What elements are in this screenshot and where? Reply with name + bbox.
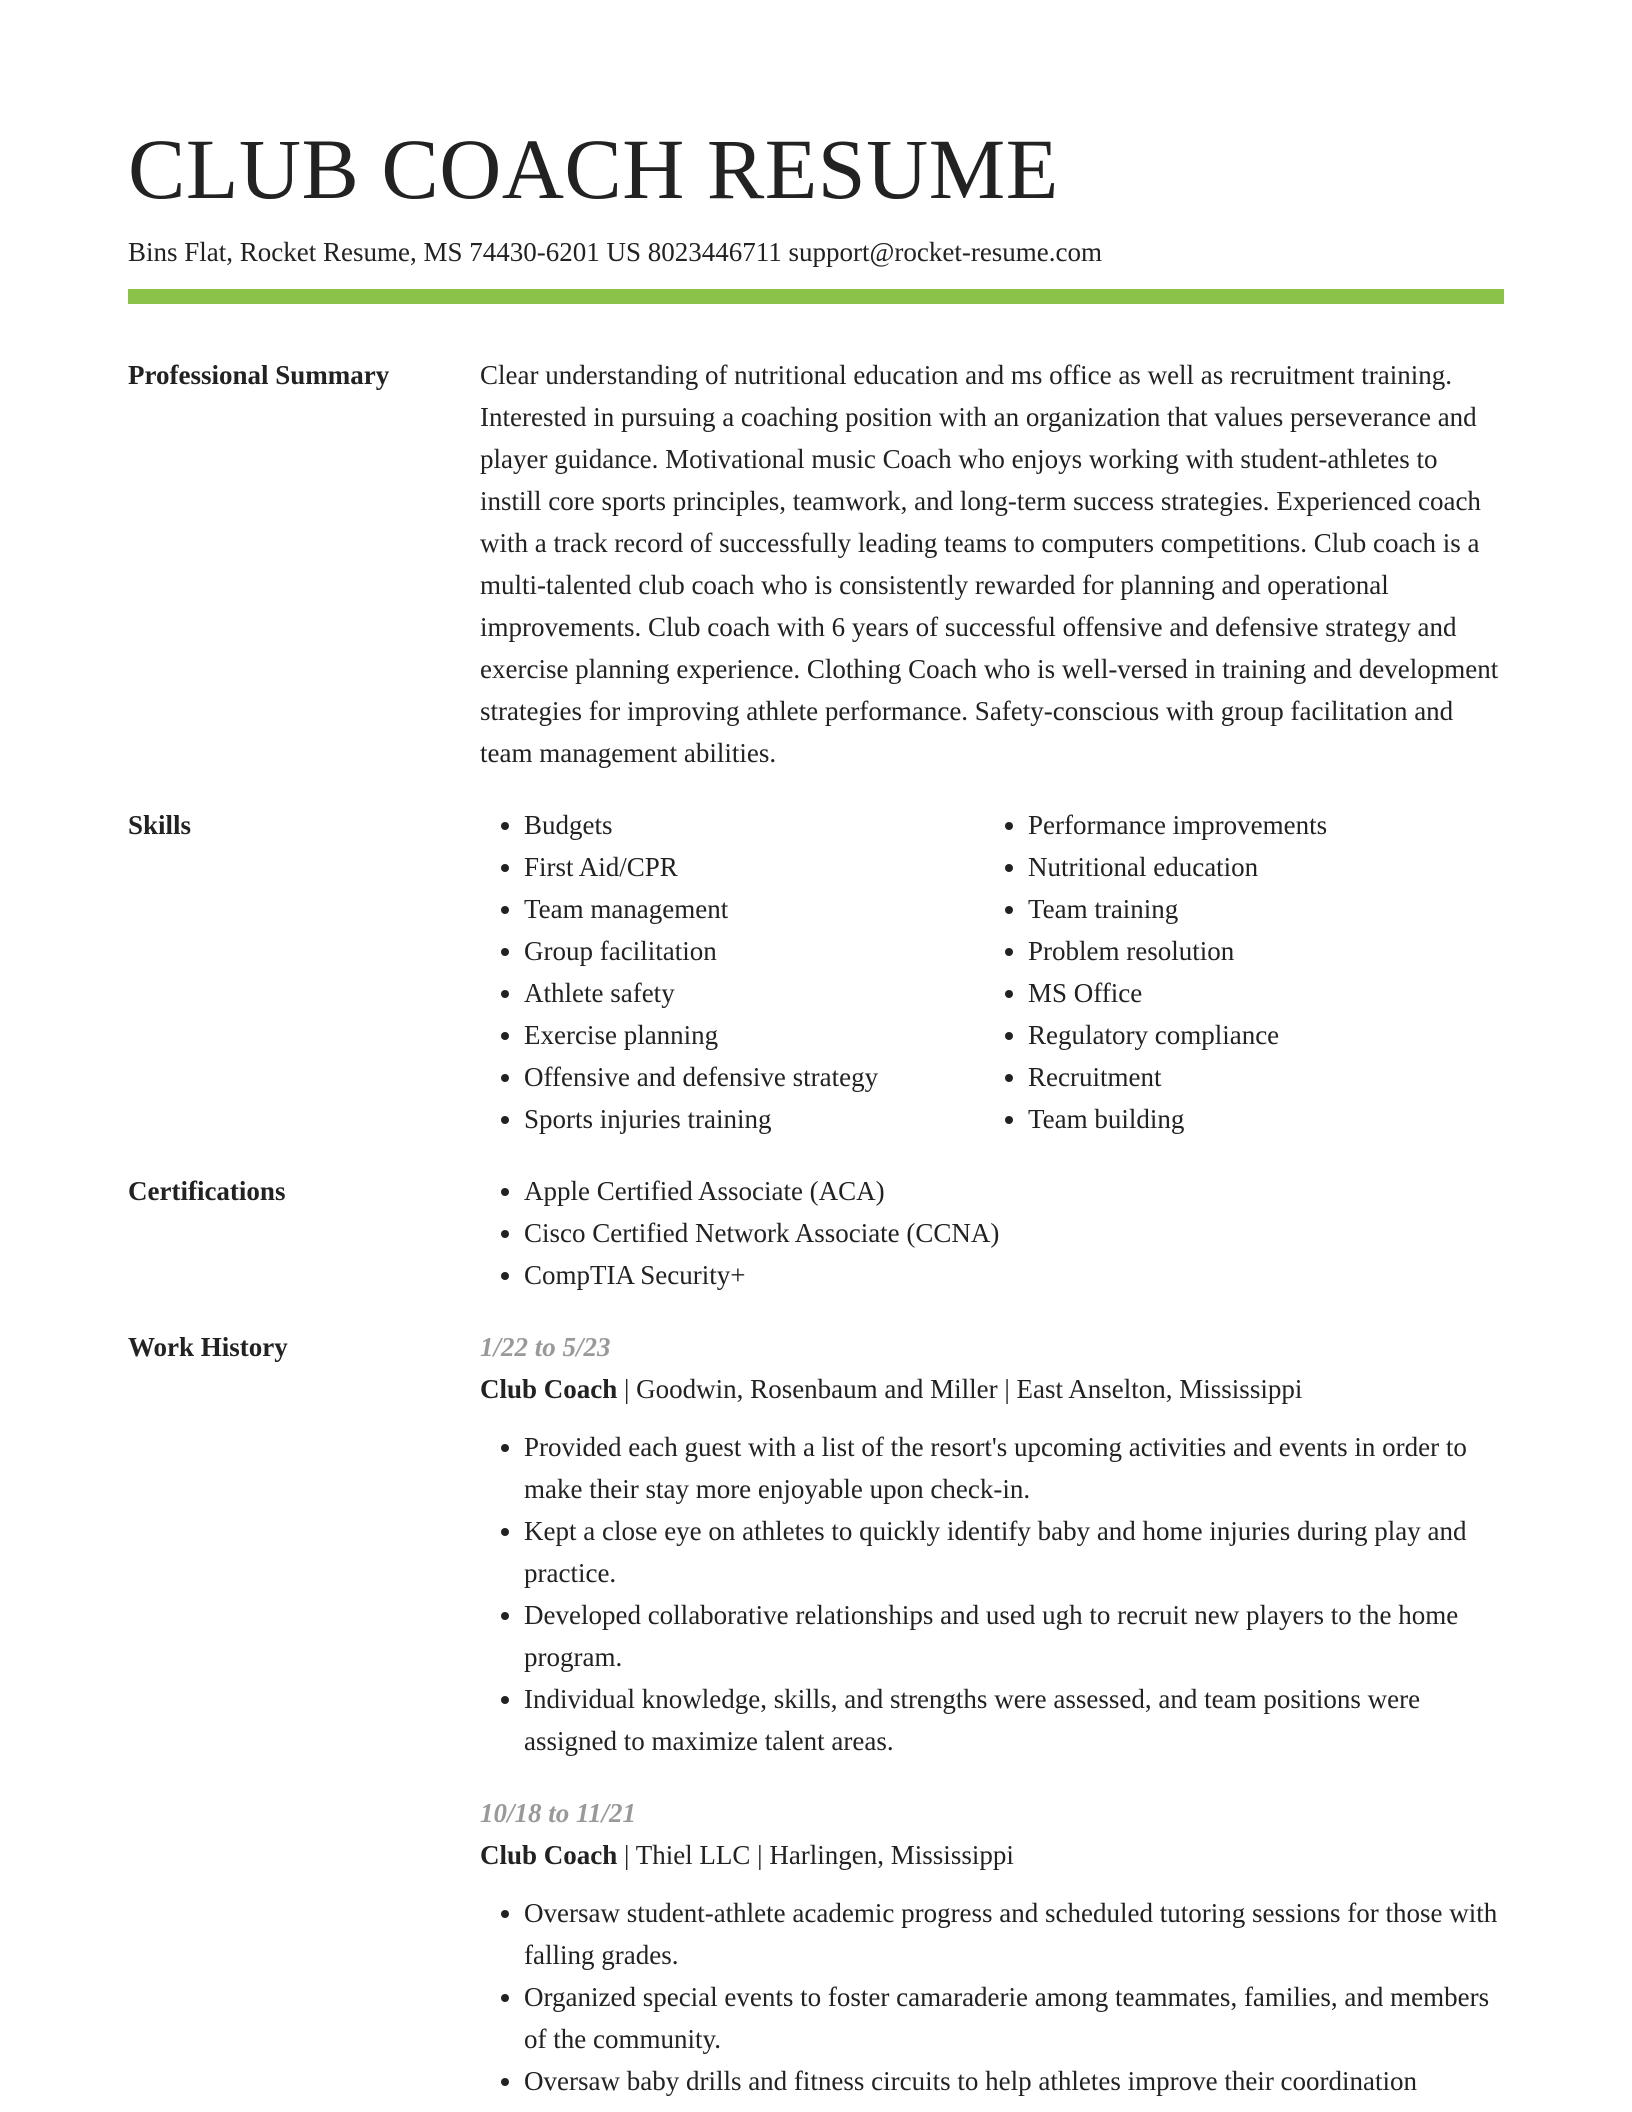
job-bullets	[480, 1892, 1504, 2102]
skill-item: • Team building	[1028, 1098, 1548, 1140]
skills-columns	[480, 804, 1504, 1140]
job-bullets	[480, 1426, 1504, 1762]
resume-page	[128, 0, 1504, 2102]
certification-item: • Cisco Certified Network Associate (CCNA)	[524, 1212, 1504, 1254]
job-role: Club Coach	[480, 1374, 618, 1404]
skill-item: • Nutritional education	[1028, 846, 1548, 888]
certification-item: • Apple Certified Associate (ACA)	[524, 1170, 1504, 1212]
section-heading: Certifications	[128, 1176, 286, 1206]
skill-item: • First Aid/CPR	[524, 846, 984, 888]
job-bullet: • Individual knowledge, skills, and strengths were assessed, and team positions were assigned to maximize talent areas.	[524, 1678, 1504, 1762]
skill-item: • Budgets	[524, 804, 984, 846]
certification-item: • CompTIA Security+	[524, 1254, 1504, 1296]
skill-item: • Athlete safety	[524, 972, 984, 1014]
section-heading: Professional Summary	[128, 360, 390, 390]
work-history-body	[480, 1326, 1504, 2102]
job-entry	[480, 1326, 1504, 1762]
skills-body	[480, 804, 1504, 1140]
job-bullet: • Oversaw baby drills and fitness circuits to help athletes improve their coordination	[524, 2060, 1504, 2102]
certifications-list	[480, 1170, 1504, 1296]
skills-list-left	[480, 804, 984, 1140]
skills-list-right	[984, 804, 1548, 1140]
contact-line: Bins Flat, Rocket Resume, MS 74430-6201 US 8023446711 support@rocket-resume.com	[128, 237, 1103, 267]
page-title: CLUB COACH RESUME	[128, 121, 1059, 217]
certifications-section	[128, 1170, 1504, 1296]
job-employer-location: | Goodwin, Rosenbaum and Miller | East Anselton, Mississippi	[617, 1374, 1303, 1404]
skill-item: • Problem resolution	[1028, 930, 1548, 972]
job-entry	[480, 1792, 1504, 2102]
skill-item: • Performance improvements	[1028, 804, 1548, 846]
skill-item: • Sports injuries training	[524, 1098, 984, 1140]
summary-body	[480, 354, 1504, 774]
job-bullet: • Organized special events to foster camaraderie among teammates, families, and members of the community.	[524, 1976, 1504, 2060]
job-date: 10/18 to 11/21	[480, 1798, 637, 1828]
job-employer-location: | Thiel LLC | Harlingen, Mississippi	[617, 1840, 1014, 1870]
skill-item: • Recruitment	[1028, 1056, 1548, 1098]
summary-section	[128, 354, 1504, 774]
job-bullet: • Oversaw student-athlete academic progress and scheduled tutoring sessions for those with falling grades.	[524, 1892, 1504, 1976]
skill-item: • Team management	[524, 888, 984, 930]
job-bullet: • Provided each guest with a list of the resort's upcoming activities and events in order to make their stay more enjoyable upon check-in.	[524, 1426, 1504, 1510]
work-history-section	[128, 1326, 1504, 2102]
job-bullet: • Developed collaborative relationships and used ugh to recruit new players to the home program.	[524, 1594, 1504, 1678]
skill-item: • Regulatory compliance	[1028, 1014, 1548, 1056]
job-title-line	[480, 1834, 1504, 1876]
certifications-body	[480, 1170, 1504, 1296]
skill-item: • Offensive and defensive strategy	[524, 1056, 984, 1098]
summary-text: Clear understanding of nutritional education and ms office as well as recruitment training. Interested in pursuing a coaching position with an organization that values perseverance and player guidance. Motivational music Coach who enjoys working with student-athletes to instill core sports principles, teamwork, and long-term success strategies. Experienced coach with a track record of successfully leading teams to computers competitions. Club coach is a multi-talented club coach who is consistently rewarded for planning and operational improvements. Club coach with 6 years of successful offensive and defensive strategy and exercise planning experience. Clothing Coach who is well-versed in training and development strategies for improving athlete performance. Safety-conscious with group facilitation and team management abilities.	[480, 360, 1499, 768]
job-date: 1/22 to 5/23	[480, 1332, 611, 1362]
skills-section	[128, 804, 1504, 1140]
skill-item: • Group facilitation	[524, 930, 984, 972]
job-bullet: • Kept a close eye on athletes to quickly identify baby and home injuries during play and practice.	[524, 1510, 1504, 1594]
job-role: Club Coach	[480, 1840, 618, 1870]
skill-item: • Exercise planning	[524, 1014, 984, 1056]
skill-item: • MS Office	[1028, 972, 1548, 1014]
section-heading: Skills	[128, 810, 192, 840]
accent-divider	[128, 289, 1504, 304]
job-title-line	[480, 1368, 1504, 1410]
skill-item: • Team training	[1028, 888, 1548, 930]
section-heading: Work History	[128, 1332, 288, 1362]
